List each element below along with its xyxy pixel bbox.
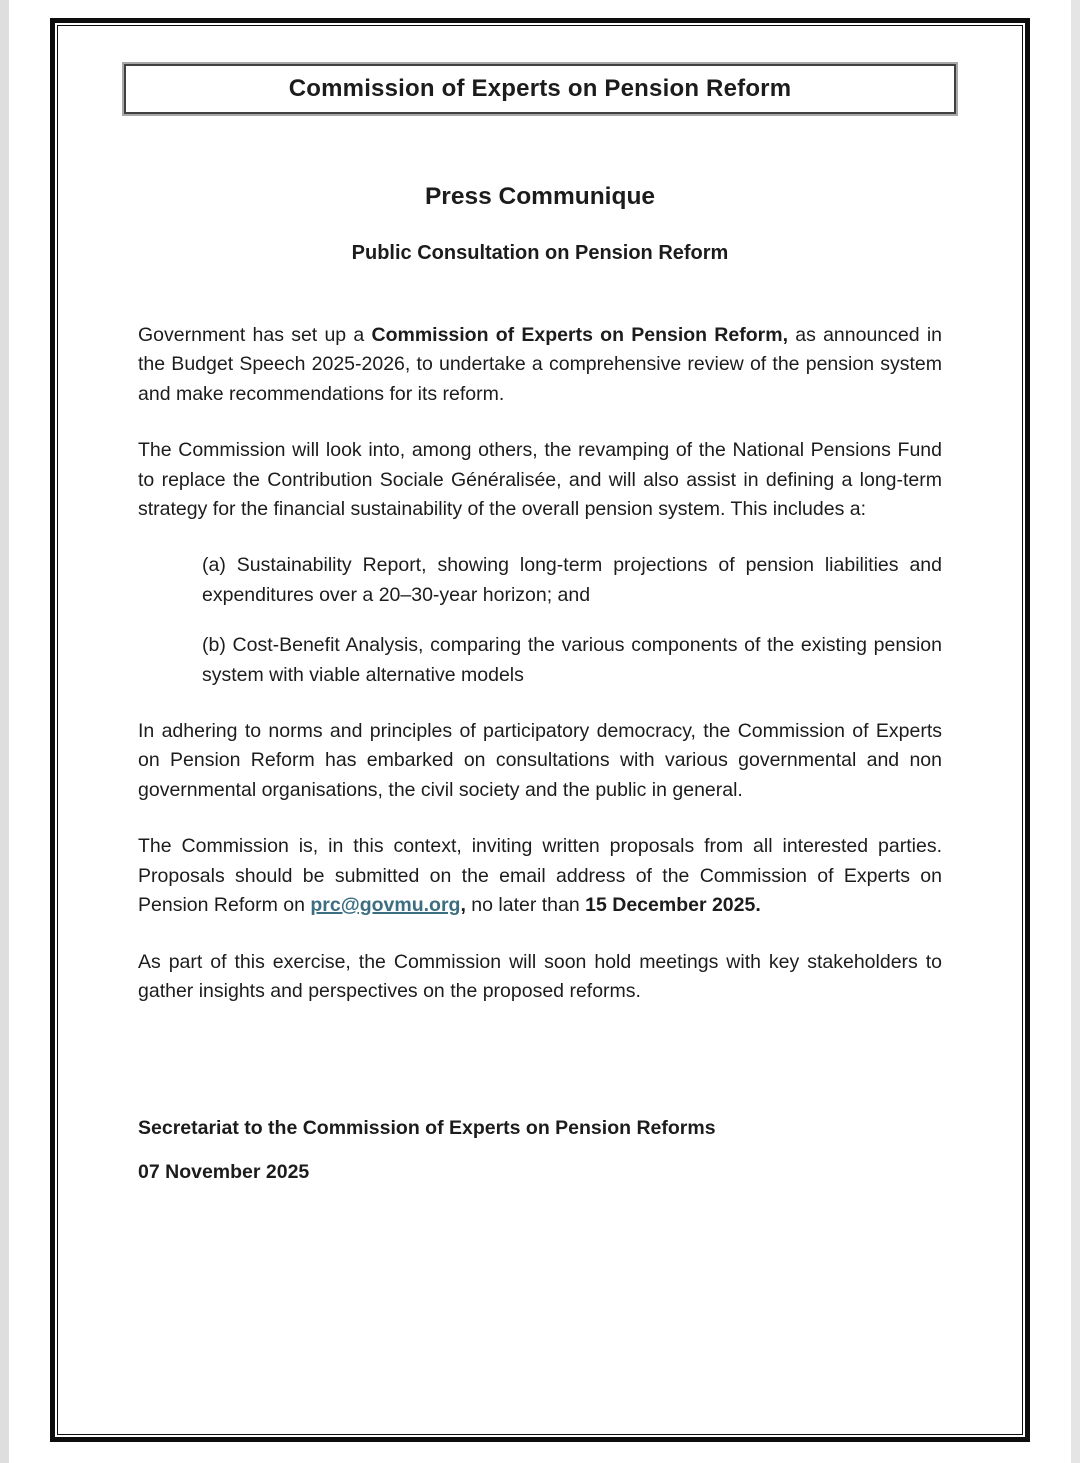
page-border-frame-inner — [57, 25, 1023, 1435]
scan-edge-right — [1071, 0, 1080, 1463]
p4-text-pre: The Commission is, in this context, inviting written proposals from all interested parties. Proposals should be submitted on the email address of the Commission of Experts on Pension Reform on — [138, 835, 942, 917]
p1-text-post: as announced in the Budget Speech 2025-2026, to undertake a comprehensive review of the pension system and make recommendations for its reform. — [138, 324, 942, 405]
page-border-frame — [50, 18, 1030, 1442]
p1-text-pre: Government has set up a — [138, 324, 372, 346]
p4-deadline-date: 15 December 2025. — [585, 894, 761, 917]
body-text — [138, 321, 942, 1187]
document-title: Commission of Experts on Pension Reform — [288, 75, 792, 102]
email-link[interactable]: prc@govmu.org — [310, 894, 461, 917]
scan-edge-left — [0, 0, 9, 1463]
p4-comma: , — [460, 894, 466, 917]
document-date: 07 November 2025 — [138, 1160, 310, 1183]
paragraph-stakeholder-meetings: As part of this exercise, the Commission will soon hold meetings with key stakeholders to gather insights and perspectives on the proposed reforms. — [138, 950, 942, 1002]
document-content — [58, 26, 1022, 1434]
p4-text-mid: no later than — [465, 894, 586, 917]
paragraph-commission-scope: The Commission will look into, among others, the revamping of the National Pensions Fund to replace the Contribution Sociale Généralisée, and will also assist in defining a long-term strategy for the financial sustainability of the overall pension system. This includes a: — [138, 439, 942, 521]
paragraph-inviting-proposals — [138, 832, 942, 920]
press-communique-heading: Press Communique — [424, 183, 656, 210]
paragraph-participatory-democracy: In adhering to norms and principles of participatory democracy, the Commission of Experts on Pension Reform has embarked on consultations with various governmental and non governmental organisations, the civil society and the public in general. — [138, 720, 942, 801]
public-consultation-subheading: Public Consultation on Pension Reform — [351, 242, 729, 264]
secretariat-signature: Secretariat to the Commission of Experts on Pension Reforms — [138, 1117, 716, 1140]
paragraph-government-setup — [138, 321, 942, 409]
list-item-b-cost-benefit-analysis: (b) Cost-Benefit Analysis, comparing the various components of the existing pension system with viable alternative models — [202, 634, 942, 686]
list-item-a-sustainability-report: (a) Sustainability Report, showing long-term projections of pension liabilities and expenditures over a 20–30-year horizon; and — [202, 554, 942, 606]
document-title-box — [124, 64, 956, 114]
p1-commission-bold: Commission of Experts on Pension Reform, — [371, 324, 788, 346]
